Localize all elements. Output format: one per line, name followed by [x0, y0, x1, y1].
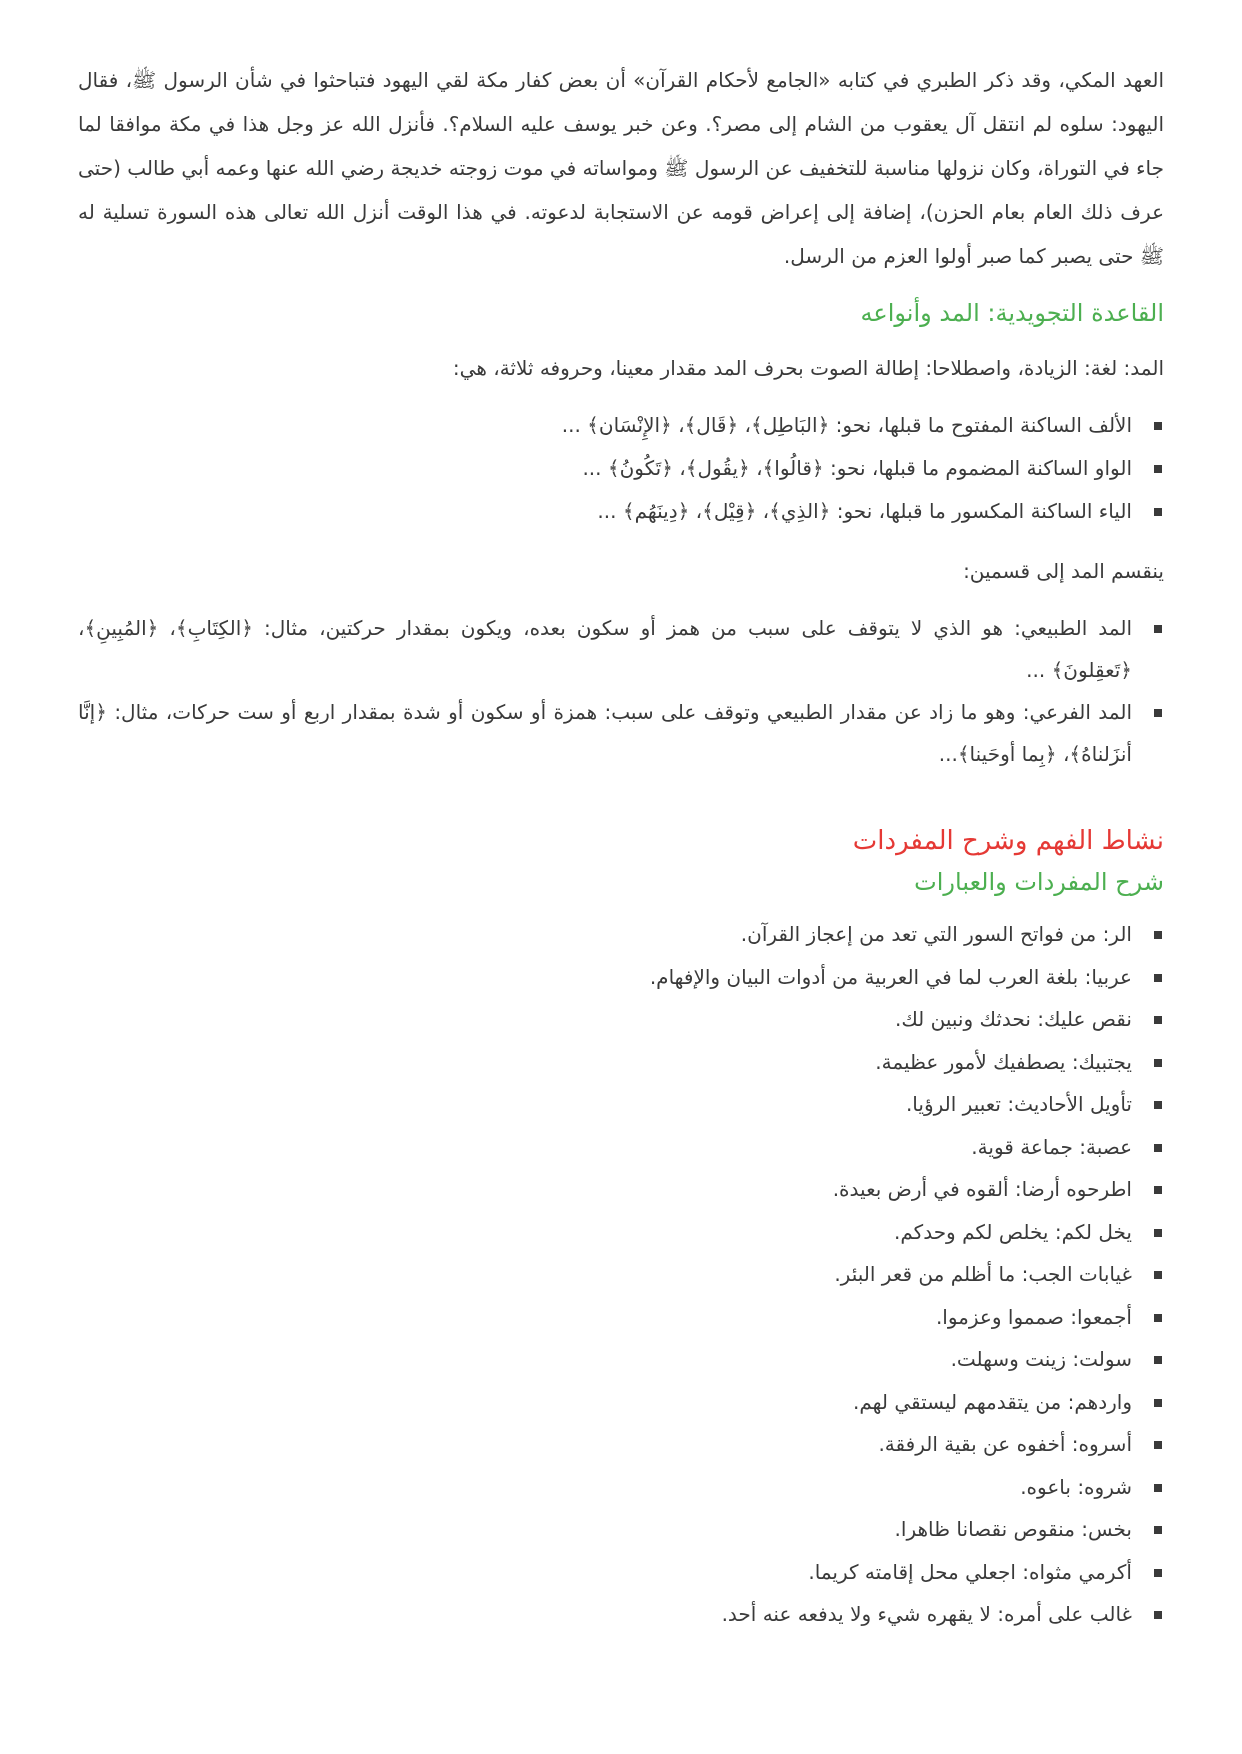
vocab-subheading: شرح المفردات والعبارات: [914, 868, 1164, 896]
list-item: غالب على أمره: لا يقهره شيء ولا يدفعه عنه أحد.: [78, 1593, 1164, 1636]
list-item: يجتبيك: يصطفيك لأمور عظيمة.: [78, 1041, 1164, 1084]
list-item: الر: من فواتح السور التي تعد من إعجاز القرآن.: [78, 913, 1164, 956]
list-item: عربيا: بلغة العرب لما في العربية من أدوات البيان والإفهام.: [78, 956, 1164, 999]
list-item: بخس: منقوص نقصانا ظاهرا.: [78, 1508, 1164, 1551]
madd-division-intro: ينقسم المد إلى قسمين:: [963, 559, 1164, 583]
list-item: عصبة: جماعة قوية.: [78, 1126, 1164, 1169]
list-item: المد الفرعي: وهو ما زاد عن مقدار الطبيعي وتوقف على سبب: همزة أو سكون أو شدة بمقدار اربع أو ست حركات، مثال: ﴿إنَّا أنزَلناهُ﴾، ﴿بِما أوحَينا﴾...: [78, 691, 1164, 775]
list-item: الياء الساكنة المكسور ما قبلها، نحو: ﴿الذِي﴾، ﴿قِيْل﴾، ﴿دِينَهُم﴾ ...: [78, 490, 1164, 533]
list-item: نقص عليك: نحدثك ونبين لك.: [78, 998, 1164, 1041]
activity-heading: نشاط الفهم وشرح المفردات: [852, 826, 1164, 856]
tajweed-heading: القاعدة التجويدية: المد وأنواعه: [860, 299, 1164, 327]
madd-definition: المد: لغة: الزيادة، واصطلاحا: إطالة الصوت بحرف المد مقدار معينا، وحروفه ثلاثة، هي:: [452, 356, 1164, 380]
intro-paragraph: العهد المكي، وقد ذكر الطبري في كتابه «الجامع لأحكام القرآن» أن بعض كفار مكة لقي اليهود فتباحثوا في شأن الرسول ﷺ، فقال اليهود: سلوه لم انتقل آل يعقوب من الشام إلى مصر؟. وعن خبر يوسف عليه السلام؟. فأنزل الله عز وجل هذا في مكة موافقا لما جاء في التوراة، وكان نزولها مناسبة للتخفيف عن الرسول ﷺ ومواساته في موت زوجته خديجة رضي الله عنها وعمه أبي طالب (حتى عرف ذلك العام بعام الحزن)، إضافة إلى إعراض قومه عن الاستجابة لدعوته. في هذا الوقت أنزل الله تعالى هذه السورة تسلية له ﷺ حتى يصبر كما صبر أولوا العزم من الرسل.: [78, 68, 1164, 268]
list-item: أجمعوا: صمموا وعزموا.: [78, 1296, 1164, 1339]
list-item: الألف الساكنة المفتوح ما قبلها، نحو: ﴿البَاطِل﴾، ﴿قَال﴾، ﴿الإِنْسَان﴾ ...: [78, 404, 1164, 447]
list-item: الواو الساكنة المضموم ما قبلها، نحو: ﴿قالُوا﴾، ﴿يقُول﴾، ﴿تَكُونُ﴾ ...: [78, 447, 1164, 490]
madd-letters-list: [78, 404, 1164, 533]
vocab-list: [78, 913, 1164, 1636]
list-item: اطرحوه أرضا: ألقوه في أرض بعيدة.: [78, 1168, 1164, 1211]
list-item: أسروه: أخفوه عن بقية الرفقة.: [78, 1423, 1164, 1466]
list-item: تأويل الأحاديث: تعبير الرؤيا.: [78, 1083, 1164, 1126]
list-item: غيابات الجب: ما أظلم من قعر البئر.: [78, 1253, 1164, 1296]
document-page: [78, 58, 1164, 1636]
list-item: سولت: زينت وسهلت.: [78, 1338, 1164, 1381]
madd-types-list: [78, 607, 1164, 775]
list-item: أكرمي مثواه: اجعلي محل إقامته كريما.: [78, 1551, 1164, 1594]
list-item: شروه: باعوه.: [78, 1466, 1164, 1509]
list-item: واردهم: من يتقدمهم ليستقي لهم.: [78, 1381, 1164, 1424]
list-item: المد الطبيعي: هو الذي لا يتوقف على سبب من همز أو سكون بعده، ويكون بمقدار حركتين، مثال: ﴿الكِتَابِ﴾، ﴿المُبِينِ﴾، ﴿تَعقِلونَ﴾ ...: [78, 607, 1164, 691]
list-item: يخل لكم: يخلص لكم وحدكم.: [78, 1211, 1164, 1254]
